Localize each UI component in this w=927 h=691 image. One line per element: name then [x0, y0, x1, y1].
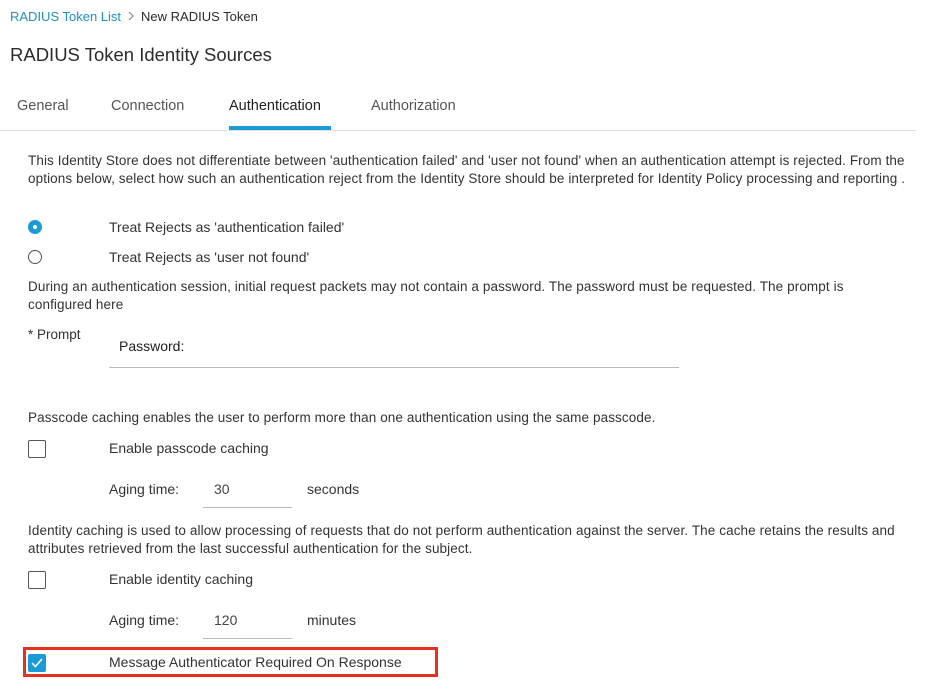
radio-treat-rejects-authentication-failed[interactable]: [28, 220, 42, 234]
message-authenticator-required-checkbox[interactable]: [28, 654, 46, 672]
identity-aging-time-input[interactable]: [203, 602, 292, 639]
chevron-right-icon: [127, 11, 135, 21]
message-authenticator-required-label: Message Authenticator Required On Response: [109, 654, 402, 670]
reject-description: This Identity Store does not differentiate between 'authentication failed' and 'user not found' when an authentication attempt is rejected. From the options below, select how such an authentication reject from the Identity Store should be interpreted for Identity Policy processing and reporting .: [28, 153, 906, 186]
checkmark-icon: [29, 655, 45, 671]
page-title: RADIUS Token Identity Sources: [10, 44, 272, 65]
identity-aging-time-label: Aging time:: [109, 612, 180, 628]
enable-passcode-caching-checkbox[interactable]: [28, 440, 46, 458]
tab-label: Authentication: [229, 98, 321, 114]
active-tab-indicator: [229, 126, 331, 130]
enable-passcode-caching-label: Enable passcode caching: [109, 440, 269, 456]
passcode-aging-time-input[interactable]: [203, 471, 292, 508]
enable-identity-caching-checkbox[interactable]: [28, 571, 46, 589]
prompt-description: During an authentication session, initial request packets may not contain a password. The password must be requested. The prompt is configured here: [28, 279, 844, 312]
identity-caching-description: Identity caching is used to allow processing of requests that do not perform authentication against the server. The cache retains the results and attributes retrieved from the last successful authentication for the subject.: [28, 523, 895, 556]
tab-label: General: [17, 98, 69, 114]
passcode-caching-description: Passcode caching enables the user to perform more than one authentication using the same passcode.: [28, 410, 656, 425]
prompt-label: * Prompt: [28, 327, 81, 342]
radio-label-authentication-failed: Treat Rejects as 'authentication failed': [109, 219, 345, 235]
breadcrumb-radius-token-list-link[interactable]: RADIUS Token List: [10, 8, 122, 24]
tab-label: Authorization: [371, 98, 456, 114]
tab-bar: [0, 96, 916, 131]
passcode-aging-time-value: 30: [214, 481, 230, 497]
tab-general[interactable]: [17, 98, 69, 130]
radio-label-user-not-found: Treat Rejects as 'user not found': [109, 249, 310, 265]
tab-label: Connection: [111, 98, 185, 114]
radio-treat-rejects-user-not-found[interactable]: [28, 250, 42, 264]
prompt-input[interactable]: [109, 330, 679, 368]
identity-aging-unit: minutes: [307, 612, 357, 628]
prompt-input-value: Password:: [119, 338, 185, 354]
tab-authentication[interactable]: [229, 98, 331, 130]
passcode-aging-time-label: Aging time:: [109, 481, 180, 497]
identity-aging-time-value: 120: [214, 612, 238, 628]
tab-connection[interactable]: [111, 98, 184, 130]
tab-authorization[interactable]: [371, 98, 456, 130]
breadcrumb-current: New RADIUS Token: [141, 8, 258, 24]
passcode-aging-unit: seconds: [307, 481, 360, 497]
breadcrumb: [10, 7, 258, 25]
enable-identity-caching-label: Enable identity caching: [109, 571, 253, 587]
